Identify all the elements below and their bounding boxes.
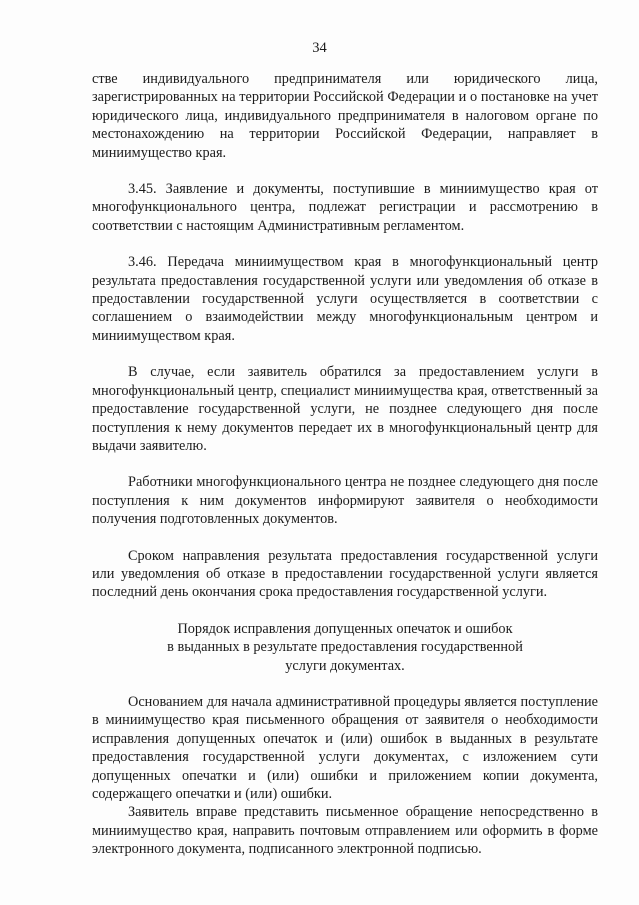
paragraph-mfc-request: В случае, если заявитель обратился за предоставлением услуги в многофункциональный центр, специалист миниимущества края, ответственный за предоставление государственной услуги, не позднее следующего дня после поступления к нему документов передает их в многофункциональный центр для выдачи заявителю. <box>92 364 598 454</box>
page-number: 34 <box>312 40 327 56</box>
paragraph-continuation: стве индивидуального предпринимателя или юридического лица, зарегистрированных на территории Российской Федерации и о постановке на учет юридического лица, индивидуального предпринимателя в налоговом органе по местонахождению на территории Российской Федерации, направляет в миниимущество края. <box>92 71 598 161</box>
section-heading-line: Порядок исправления допущенных опечаток и ошибок <box>177 620 513 637</box>
paragraph-3-45: 3.45. Заявление и документы, поступившие в миниимущество края от многофункционального центра, подлежат регистрации и рассмотрению в соответствии с настоящим Административным регламентом. <box>92 181 598 234</box>
paragraph-deadline: Сроком направления результата предоставления государственной услуги или уведомления об отказе в предоставлении государственной услуги является последний день окончания срока предоставления государственной услуги. <box>92 547 598 601</box>
paragraph-3-46: 3.46. Передача миниимуществом края в многофункциональный центр результата предоставления государственной услуги или уведомления об отказе в предоставлении государственной услуги осуществляется в соответствии с соглашением о взаимодействии между многофункциональным центром и миниимуществом края. <box>92 254 598 344</box>
paragraph-mfc-workers: Работники многофункционального центра не позднее следующего дня после поступления к ним документов информируют заявителя о необходимости получения подготовленных документов. <box>92 474 598 528</box>
section-heading-line: в выданных в результате предоставления государственной <box>167 639 523 656</box>
section-heading-line: услуги документах. <box>285 657 405 674</box>
page-body <box>92 70 598 859</box>
paragraph-correction-basis: Основанием для начала административной процедуры является поступление в миниимущество края письменного обращения от заявителя о необходимости исправления допущенных опечаток и (или) ошибок в выданных в результате предоставления государственной услуги документах, с изложением сути допущенных опечатки и (или) ошибки и приложением копии документа, содержащего опечатки и (или) ошибки. <box>92 693 598 802</box>
section-heading <box>92 620 598 675</box>
paragraph-submission-options: Заявитель вправе представить письменное обращение непосредственно в миниимущество края, направить почтовым отправлением или оформить в форме электронного документа, подписанного электронной подписью. <box>92 804 598 858</box>
